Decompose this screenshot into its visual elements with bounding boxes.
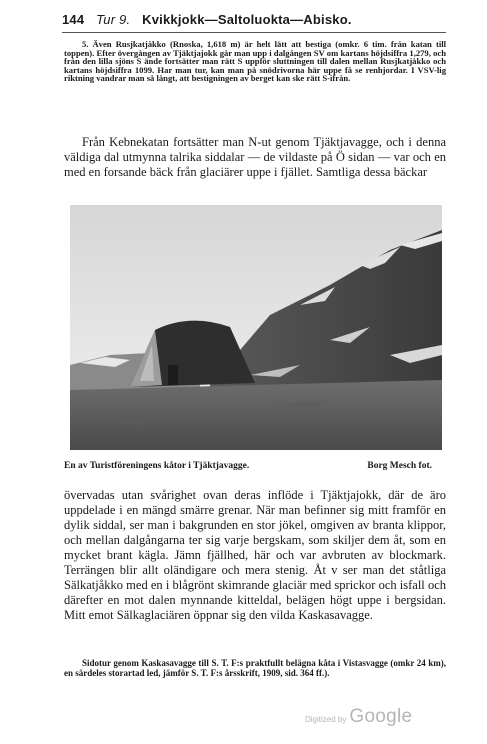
body-text-bottom [64,488,446,623]
watermark-digitized-by: Digitized by [305,715,347,724]
paragraph-body: Även Rusjkatjåkko (Rnoska, 1,618 m) är helt lätt att bestiga (omkr. 6 tim. från katan till toppen). Efter övergången av Tjäktjajokk går man upp i dalgången SV om kartans höjdsiffra 1,279, och från den lilla sjöns S ände fortsätter man rätt S uppför sluttningen till dalen mellan Rusjkatjåkko och kartans höjdsiffra 1099. Har man tur, kan man på snödrivorna här uppe få se renhjordar. I VSV-lig riktning vandrar man så långt, att bestigningen av berget kan ske rätt S-ifrån. [64,39,446,84]
google-watermark [305,706,412,728]
watermark-brand: Google [349,706,413,727]
body-paragraph-top: Från Kebnekatan fortsätter man N-ut genom Tjäktjavagge, och i denna väldiga dal utmynna talrika siddalar — de vildaste på Ö sidan — var och en med en forsande bäck från glaciärer uppe i fjället. Samtliga dessa bäckar [64,135,446,179]
paragraph-number: 5. [82,39,89,49]
caption-text: En av Turistföreningens kåtor i Tjäktjavagge. [64,461,250,471]
footnote [64,658,446,678]
photo-credit: Borg Mesch fot. [367,461,432,471]
running-header [62,12,442,27]
photograph-kata [70,205,442,450]
body-text-top [64,135,446,180]
kata-landscape-photo [70,205,442,450]
body-paragraph-bottom: övervadas utan svårighet ovan deras inflöde i Tjäktjajokk, där de äro uppdelade i en mängd smärre grenar. När man befinner sig mitt framför en dylik siddal, ser man i bakgrunden en stor jökel, omgiven av branta klippor, och mellan dalgångarna ter sig varje bergskam, som skiljer dem åt, som en mycket brant kägla. Jämn fjällhed, här och var avbruten av blockmark. Terrängen blir allt oländigare och mera stenig. Åt v ser man det ståtliga Sälkatjåkko med en i blågrönt skimrande glaciär med sprickor och isfall och därefter en mot dalen mynnande kitteldal, belägen högt uppe i bergsidan. Mitt emot Sälkaglaciären öppnar sig den vilda Kaskasavagge. [64,488,446,622]
route-title: Kvikkjokk—Saltoluokta—Abisko. [142,12,352,27]
header-rule [62,32,446,33]
small-print-paragraph [64,40,446,83]
tour-label: Tur 9. [96,12,131,27]
photo-caption [64,461,446,471]
small-print-text [64,40,446,83]
page-number: 144 [62,12,85,27]
footnote-text: Sidotur genom Kaskasavagge till S. T. F:s praktfullt belägna kåta i Vistasvagge (omkr 24 km), en särdeles storartad led, jämför S. T. F:s årsskrift, 1909, sid. 364 ff.). [64,658,446,678]
